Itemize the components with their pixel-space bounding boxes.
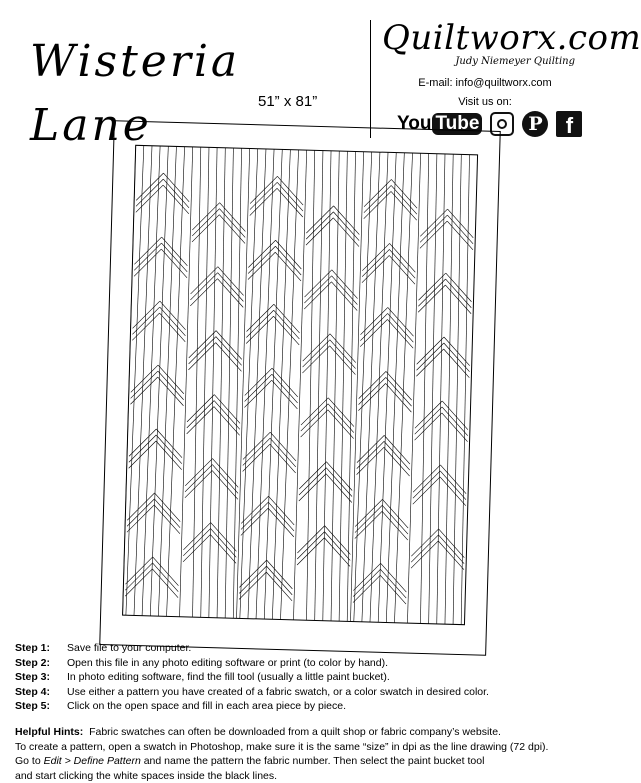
chevron-line — [190, 272, 217, 301]
chevron-line — [357, 441, 384, 470]
chevron-line — [210, 535, 237, 564]
chevron-line — [129, 434, 156, 463]
facebook-icon[interactable]: f — [556, 111, 582, 137]
chevron-line — [380, 563, 407, 592]
strand-line — [188, 147, 206, 617]
chevron-line — [305, 269, 332, 298]
chevron-line — [417, 336, 444, 365]
chevron-line — [381, 511, 408, 540]
chevron-line — [297, 525, 324, 554]
chevron-line — [269, 444, 296, 473]
chevron-line — [385, 377, 412, 406]
chevron-line — [324, 538, 351, 567]
chevron-line — [387, 307, 414, 336]
chevron-line — [190, 278, 217, 307]
chevron-line — [159, 313, 186, 342]
chevron-line — [383, 441, 410, 470]
chevron-line — [268, 502, 295, 531]
chevron-line — [243, 437, 270, 466]
strand-line — [416, 154, 434, 624]
chevron-line — [299, 461, 326, 490]
strand-line — [378, 152, 396, 622]
chevron-line — [127, 498, 154, 527]
chevron-line — [154, 499, 181, 528]
strand-line — [354, 152, 372, 622]
chevron-line — [417, 342, 444, 371]
chevron-line — [269, 432, 296, 461]
strand-line — [240, 149, 258, 619]
strand-line — [256, 149, 274, 619]
chevron-line — [134, 236, 161, 265]
chevron-line — [212, 465, 239, 494]
chevron-line — [383, 435, 410, 464]
strand-line — [342, 151, 360, 621]
chevron-line — [159, 307, 186, 336]
chevron-line — [303, 333, 330, 362]
chevron-line — [187, 394, 214, 423]
chevron-line — [183, 528, 210, 557]
chevron-line — [211, 471, 238, 500]
chevron-line — [183, 522, 210, 551]
chevron-line — [418, 284, 445, 313]
chevron-line — [161, 249, 188, 278]
chevron-line — [385, 383, 412, 412]
chevron-line — [191, 266, 218, 295]
chevron-line — [353, 575, 380, 604]
chevron-line — [389, 249, 416, 278]
chevron-line — [241, 507, 268, 536]
chevron-line — [324, 532, 351, 561]
chevron-line — [411, 528, 438, 557]
chevron-line — [274, 252, 301, 281]
strand-line — [142, 146, 160, 616]
quiltworx-logo[interactable] — [380, 18, 641, 70]
chevron-line — [210, 523, 237, 552]
chevron-line — [299, 467, 326, 496]
chevron-line — [187, 400, 214, 429]
column-seam — [180, 147, 193, 617]
logo-tagline: Judy Niemeyer Quilting — [455, 56, 575, 67]
chevron-line — [268, 496, 295, 525]
chevron-line — [188, 342, 215, 371]
chevron-line — [275, 246, 302, 275]
chevron-line — [324, 526, 351, 555]
chevron-line — [155, 441, 182, 470]
step-4: Step 4: Use either a pattern you have created of a fabric swatch, or a color swatch in desired color. — [15, 685, 489, 698]
step-2: Step 2: Open this file in any photo editing software or print (to color by hand). — [15, 656, 389, 669]
chevron-line — [413, 476, 440, 505]
chevron-line — [303, 339, 330, 368]
step-3: Step 3: In photo editing software, find the fill tool (usually a little paint bucket). — [15, 671, 390, 684]
strand-line — [134, 146, 152, 616]
chevron-line — [152, 557, 179, 586]
chevron-line — [127, 504, 154, 533]
chevron-line — [153, 505, 180, 534]
chevron-line — [380, 569, 407, 598]
column-seam — [350, 152, 363, 622]
chevron-line — [152, 569, 179, 598]
chevron-line — [387, 313, 414, 342]
chevron-line — [157, 377, 184, 406]
strand-line — [228, 148, 246, 618]
chevron-line — [325, 474, 352, 503]
chevron-line — [241, 495, 268, 524]
chevron-line — [271, 380, 298, 409]
chevron-line — [415, 412, 442, 441]
hints-line-3: Go to Edit > Define Pattern and name the pattern the fabric number. Then select the paint bucket tool — [15, 755, 485, 768]
chevron-line — [155, 435, 182, 464]
chevron-line — [266, 566, 293, 595]
chevron-line — [389, 243, 416, 272]
chevron-line — [185, 470, 212, 499]
strand-line — [318, 151, 336, 621]
chevron-line — [266, 572, 293, 601]
chevron-line — [439, 477, 466, 506]
hints-line-1: Helpful Hints: Fabric swatches can often be downloaded from a quilt shop or fabric company’s website. — [15, 726, 501, 738]
chevron-line — [362, 243, 389, 272]
chevron-line — [159, 301, 186, 330]
chevron-line — [416, 348, 443, 377]
chevron-line — [189, 330, 216, 359]
quilt-size: 51” x 81” — [258, 93, 318, 110]
chevron-line — [440, 465, 467, 494]
logo-text: Quiltworx.com — [382, 18, 641, 58]
strand-line — [150, 146, 168, 616]
chevron-line — [411, 534, 438, 563]
pattern-title: Wisteria Lane — [30, 36, 241, 151]
strand-line — [456, 155, 474, 625]
quilt-line-drawing — [95, 118, 505, 658]
chevron-line — [187, 406, 214, 435]
chevron-line — [301, 403, 328, 432]
chevron-line — [185, 464, 212, 493]
chevron-line — [304, 281, 331, 310]
chevron-line — [418, 278, 445, 307]
chevron-line — [125, 562, 152, 591]
chevron-line — [125, 568, 152, 597]
strand-line — [362, 152, 380, 622]
chevron-line — [273, 310, 300, 339]
chevron-line — [212, 459, 239, 488]
youtube-icon[interactable]: You Tube — [397, 113, 482, 135]
chevron-line — [157, 365, 184, 394]
quilt-columns — [123, 145, 476, 624]
strand-line — [204, 148, 222, 618]
chevron-line — [271, 374, 298, 403]
chevron-line — [387, 319, 414, 348]
chevron-line — [267, 508, 294, 537]
chevron-line — [241, 501, 268, 530]
chevron-line — [275, 240, 302, 269]
helpful-hints — [15, 725, 590, 783]
chevron-line — [185, 458, 212, 487]
chevron-line — [353, 563, 380, 592]
column-seam — [123, 145, 136, 615]
chevron-line — [210, 529, 237, 558]
column-seam — [237, 149, 250, 619]
chevron-line — [161, 237, 188, 266]
chevron-line — [353, 569, 380, 598]
chevron-line — [411, 540, 438, 569]
strand-line — [302, 150, 320, 620]
chevron-line — [326, 462, 353, 491]
chevron-line — [383, 447, 410, 476]
chevron-line — [357, 447, 384, 476]
chevron-line — [266, 560, 293, 589]
chevron-line — [326, 468, 353, 497]
strand-line — [432, 154, 450, 624]
pinterest-icon[interactable]: P — [522, 111, 548, 137]
strand-line — [248, 149, 266, 619]
chevron-line — [127, 492, 154, 521]
email-link[interactable]: E-mail: info@quiltworx.com — [418, 77, 552, 89]
chevron-line — [183, 534, 210, 563]
chevron-line — [161, 243, 188, 272]
chevron-line — [273, 304, 300, 333]
chevron-line — [239, 565, 266, 594]
chevron-line — [239, 559, 266, 588]
strand-line — [394, 153, 412, 623]
chevron-line — [297, 537, 324, 566]
chevron-line — [385, 371, 412, 400]
chevron-line — [415, 406, 442, 435]
strand-line — [281, 150, 299, 620]
chevron-line — [413, 464, 440, 493]
chevron-line — [438, 529, 465, 558]
strand-line — [370, 152, 388, 622]
visit-us-label: Visit us on: — [458, 96, 512, 108]
chevron-line — [418, 272, 445, 301]
chevron-line — [438, 541, 465, 570]
chevron-line — [129, 440, 156, 469]
chevron-line — [239, 571, 266, 600]
column-seam — [294, 150, 307, 620]
hints-line-4: and start clicking the white spaces inside the black lines. — [15, 769, 278, 782]
chevron-line — [189, 336, 216, 365]
strand-line — [126, 145, 144, 615]
strand-line — [264, 149, 282, 619]
chevron-line — [301, 397, 328, 426]
chevron-line — [355, 511, 382, 540]
chevron-line — [413, 470, 440, 499]
chevron-line — [355, 505, 382, 534]
chevron-line — [152, 563, 179, 592]
chevron-line — [439, 471, 466, 500]
instructions-steps — [15, 641, 489, 714]
hints-line-2: To create a pattern, open a swatch in Photoshop, make sure it is the same “size” in dpi as the line drawing (72 dpi). — [15, 740, 549, 753]
chevron-line — [302, 345, 329, 374]
chevron-line — [248, 240, 275, 269]
chevron-line — [388, 255, 415, 284]
chevron-line — [125, 556, 152, 585]
step-1: Step 1: Save file to your computer. — [15, 642, 192, 654]
chevron-line — [438, 535, 465, 564]
chevron-line — [301, 409, 328, 438]
chevron-line — [382, 499, 409, 528]
column-seam — [407, 153, 420, 623]
chevron-line — [355, 499, 382, 528]
chevron-line — [269, 438, 296, 467]
chevron-line — [304, 275, 331, 304]
chevron-line — [156, 429, 183, 458]
strand-line — [167, 147, 185, 617]
chevron-line — [299, 473, 326, 502]
chevron-line — [243, 443, 270, 472]
chevron-line — [157, 371, 184, 400]
chevron-line — [154, 493, 181, 522]
chevron-line — [297, 531, 324, 560]
chevron-line — [380, 575, 407, 604]
chevron-line — [415, 400, 442, 429]
chevron-line — [381, 505, 408, 534]
chevron-line — [273, 316, 300, 345]
step-5: Step 5: Click on the open space and fill in each area piece by piece. — [15, 700, 347, 713]
chevron-line — [271, 368, 298, 397]
